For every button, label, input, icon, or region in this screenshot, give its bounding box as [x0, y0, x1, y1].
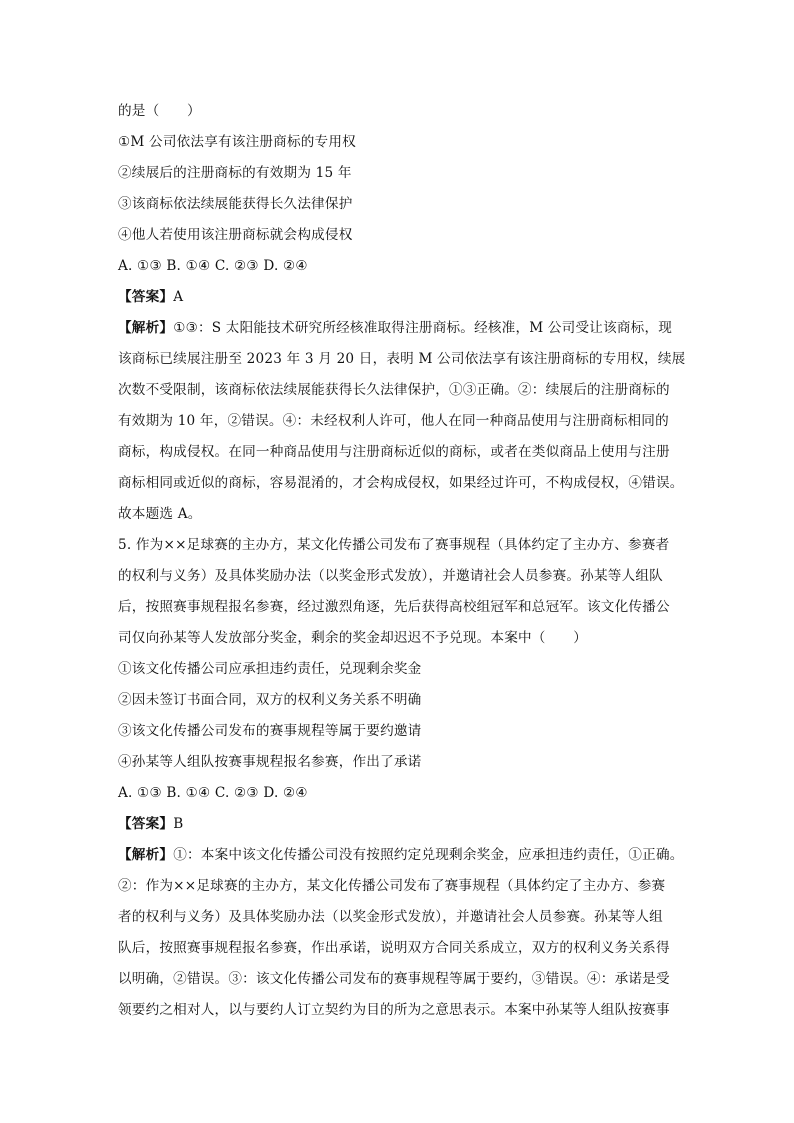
- q5-stem-line: 5. 作为××足球赛的主办方，某文化传播公司发布了赛事规程（具体约定了主办方、参赛者: [118, 537, 670, 553]
- q5-analysis: [118, 840, 684, 1026]
- q5-analysis-line: ②：作为××足球赛的主办方，某文化传播公司发布了赛事规程（具体约定了主办方、参赛: [118, 878, 666, 894]
- q4-analysis-line: 次数不受限制，该商标依法续展能获得长久法律保护，①③正确。②：续展后的注册商标的: [118, 382, 670, 398]
- q5-analysis-line: 以明确，②错误。③：该文化传播公司发布的赛事规程等属于要约，③错误。④：承诺是受: [118, 971, 670, 987]
- q4-option-4: ④他人若使用该注册商标就会构成侵权: [118, 227, 353, 243]
- q4-option-1: ①M 公司依法享有该注册商标的专用权: [118, 134, 356, 150]
- q4-analysis-line: 商标，构成侵权。在同一种商品使用与注册商标近似的商标，或者在类似商品上使用与注册: [118, 444, 670, 460]
- q4-stem-tail: 的是（ ）: [118, 103, 201, 119]
- q5-analysis-line: ①：本案中该文化传播公司没有按照约定兑现剩余奖金，应承担违约责任，①正确。: [173, 847, 684, 863]
- q5-answer-value: B: [173, 816, 184, 832]
- q4-option-2: ②续展后的注册商标的有效期为 15 年: [118, 165, 352, 181]
- q5-stem-line: 后，按照赛事规程报名参赛，经过激烈角逐，先后获得高校组冠军和总冠军。该文化传播公: [118, 599, 670, 615]
- q5-stem: [118, 530, 684, 654]
- q4-answer-label: 【答案】: [118, 289, 174, 305]
- q4-analysis-line: 故本题选 A。: [118, 506, 202, 522]
- q4-analysis-line: ①③：S 太阳能技术研究所经核准取得注册商标。经核准，M 公司受让该商标，现: [173, 320, 673, 336]
- q4-choices: A. ①③ B. ①④ C. ②③ D. ②④: [118, 258, 308, 274]
- q4-analysis-line: 该商标已续展注册至 2023 年 3 月 20 日，表明 M 公司依法享有该注册商标的专用权，续展: [118, 351, 686, 367]
- q5-choices: A. ①③ B. ①④ C. ②③ D. ②④: [118, 785, 308, 801]
- q5-option-1: ①该文化传播公司应承担违约责任，兑现剩余奖金: [118, 661, 422, 677]
- q4-analysis: [118, 313, 684, 530]
- q4-analysis-line: 有效期为 10 年，②错误。④：未经权利人许可，他人在同一种商品使用与注册商标相同的: [118, 413, 669, 429]
- q4-analysis-label: 【解析】: [118, 320, 174, 336]
- q4-analysis-line: 商标相同或近似的商标，容易混淆的，才会构成侵权，如果经过许可，不构成侵权，④错误。: [118, 475, 684, 491]
- q5-option-3: ③该文化传播公司发布的赛事规程等属于要约邀请: [118, 723, 422, 739]
- q5-option-4: ④孙某等人组队按赛事规程报名参赛，作出了承诺: [118, 754, 422, 770]
- document-page: [118, 96, 684, 1026]
- q5-option-2: ②因未签订书面合同，双方的权利义务关系不明确: [118, 692, 422, 708]
- q5-analysis-line: 领要约之相对人，以与要约人订立契约为目的所为之意思表示。本案中孙某等人组队按赛事: [118, 1002, 670, 1018]
- q4-answer: [118, 282, 684, 313]
- q5-analysis-line: 队后，按照赛事规程报名参赛，作出承诺，说明双方合同关系成立，双方的权利义务关系得: [118, 940, 670, 956]
- q5-answer-label: 【答案】: [118, 816, 174, 832]
- q5-stem-line: 司仅向孙某等人发放部分奖金，剩余的奖金却迟迟不予兑现。本案中（ ）: [118, 630, 587, 646]
- q5-stem-line: 的权利与义务）及具体奖励办法（以奖金形式发放），并邀请社会人员参赛。孙某等人组队: [118, 568, 663, 584]
- q5-analysis-label: 【解析】: [118, 847, 174, 863]
- q5-answer: [118, 809, 684, 840]
- q5-analysis-line: 者的权利与义务）及具体奖励办法（以奖金形式发放），并邀请社会人员参赛。孙某等人组: [118, 909, 663, 925]
- q4-answer-value: A: [173, 289, 184, 305]
- q4-option-3: ③该商标依法续展能获得长久法律保护: [118, 196, 353, 212]
